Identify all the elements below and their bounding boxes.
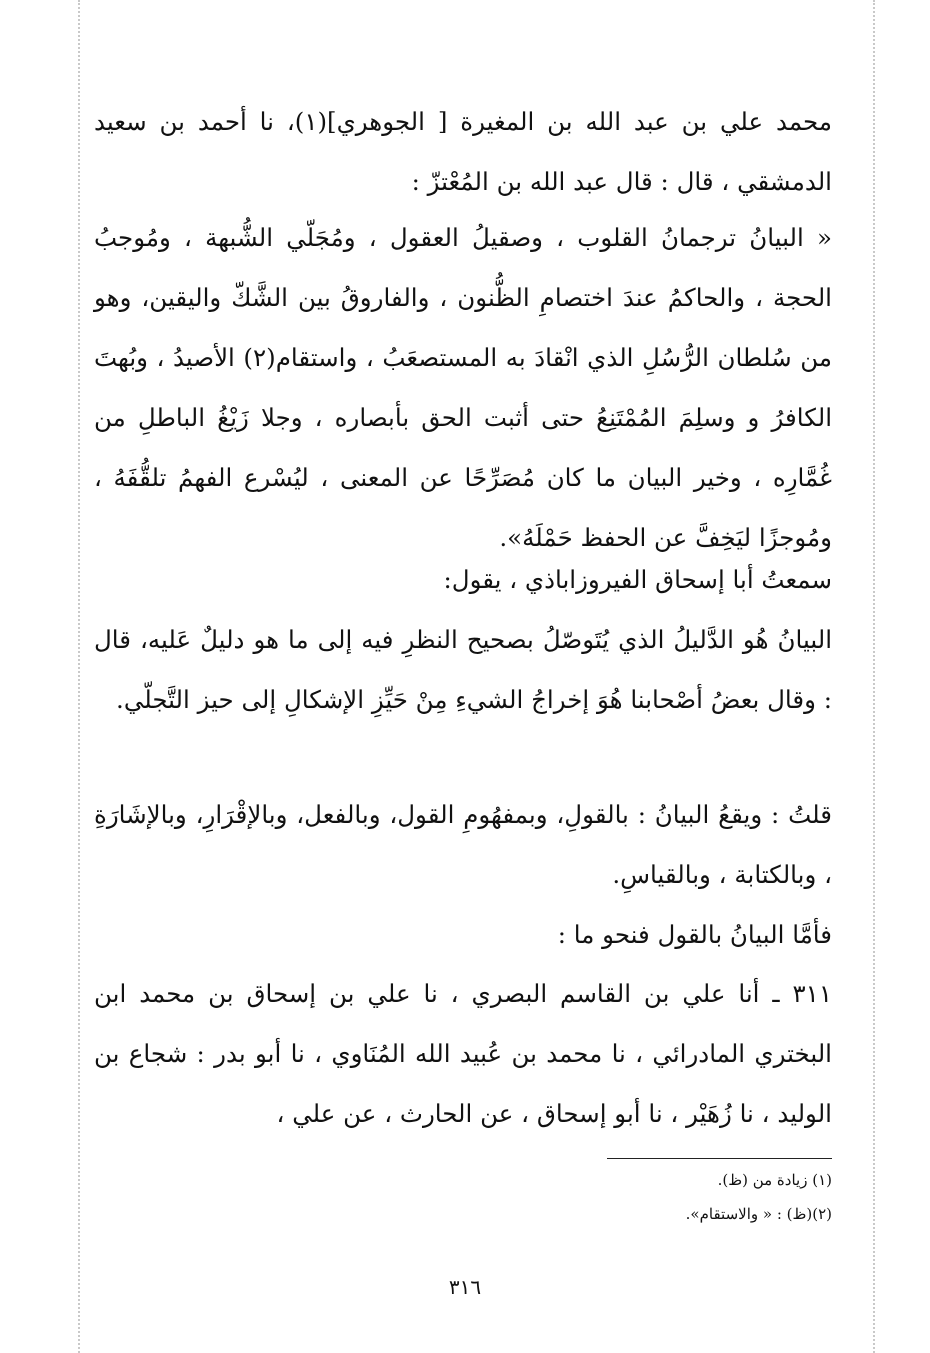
body-paragraph: فأمَّا البيانُ بالقول فنحو ما : — [557, 920, 832, 949]
body-paragraph: « البيانُ ترجمانُ القلوب ، وصقيلُ العقول ، ومُجَلّي الشُّبهة ، ومُوجبُ الحجة ، والحاكمُ عندَ اختصامِ الظُّنون ، والفاروقُ بين الشَّكّ واليقين، وهو من سُلطان الرُّسُلِ الذي انْقادَ به المستصعَبُ ، واستقام(٢) الأصيدُ ، وبُهتَ الكافرُ و وسلِمَ المُمْتَنِعُ حتى أثبت الحق بأبصاره ، وجلا زَيْغُ الباطلِ من غُمَّارِه ، وخير البيان ما كان مُصَرِّحًا عن المعنى ، ليُسْرع الفهمُ تلقُّفَهُ ، ومُوجزًا ليَخِفَّ عن الحفظ حَمْلَهُ». — [94, 223, 832, 552]
footnote-divider — [607, 1158, 832, 1159]
body-paragraph: البيانُ هُو الدَّليلُ الذي يُتَوصّلُ بصحيح النظرِ فيه إلى ما هو دليلٌ عَليه، قال : وقال بعضُ أصْحابنا هُوَ إخراجُ الشيءِ مِنْ حَيِّزِ الإشكالِ إلى حيز التَّجلّي. — [94, 625, 832, 714]
body-paragraph: ٣١١ ـ أنا علي بن القاسم البصري ، نا علي بن إسحاق بن محمد ابن البختري المادرائي ، نا محمد بن عُبيد الله المُنَاوي ، نا أبو بدر : شجاع بن الوليد ، نا زُهَيْر ، نا أبو إسحاق ، عن الحارث ، عن علي ، — [94, 979, 832, 1128]
body-paragraph: محمد علي بن عبد الله بن المغيرة [ الجوهري](١)، نا أحمد بن سعيد الدمشقي ، قال : قال عبد الله بن المُعْتزّ : — [94, 107, 832, 196]
paragraph-bayan-definition — [94, 610, 832, 730]
paragraph-firuzabadi-intro — [94, 550, 832, 610]
paragraph-bayan-by-speech — [94, 905, 832, 965]
footnote-1: (١) زيادة من (ظ). — [717, 1171, 832, 1189]
paragraph-isnad-opening — [94, 92, 832, 212]
scan-edge-left — [78, 0, 82, 1353]
paragraph-hadith-311 — [94, 964, 832, 1144]
paragraph-quote-ibn-almutazz — [94, 208, 832, 568]
body-paragraph: سمعتُ أبا إسحاق الفيروزاباذي ، يقول: — [443, 565, 832, 594]
page-number: ٣١٦ — [448, 1275, 482, 1299]
body-paragraph: قلتُ : ويقعُ البيانُ : بالقولِ، وبمفهُومِ القول، وبالفعل، وبالإقْرَارِ، وبالإشَارَةِ ، وبالكتابة ، وبالقياسِ. — [94, 800, 832, 889]
scan-edge-right — [873, 0, 877, 1353]
paragraph-bayan-types — [94, 785, 832, 905]
footnote-2: (٢)(ظ) : « والاستقام». — [685, 1205, 832, 1223]
